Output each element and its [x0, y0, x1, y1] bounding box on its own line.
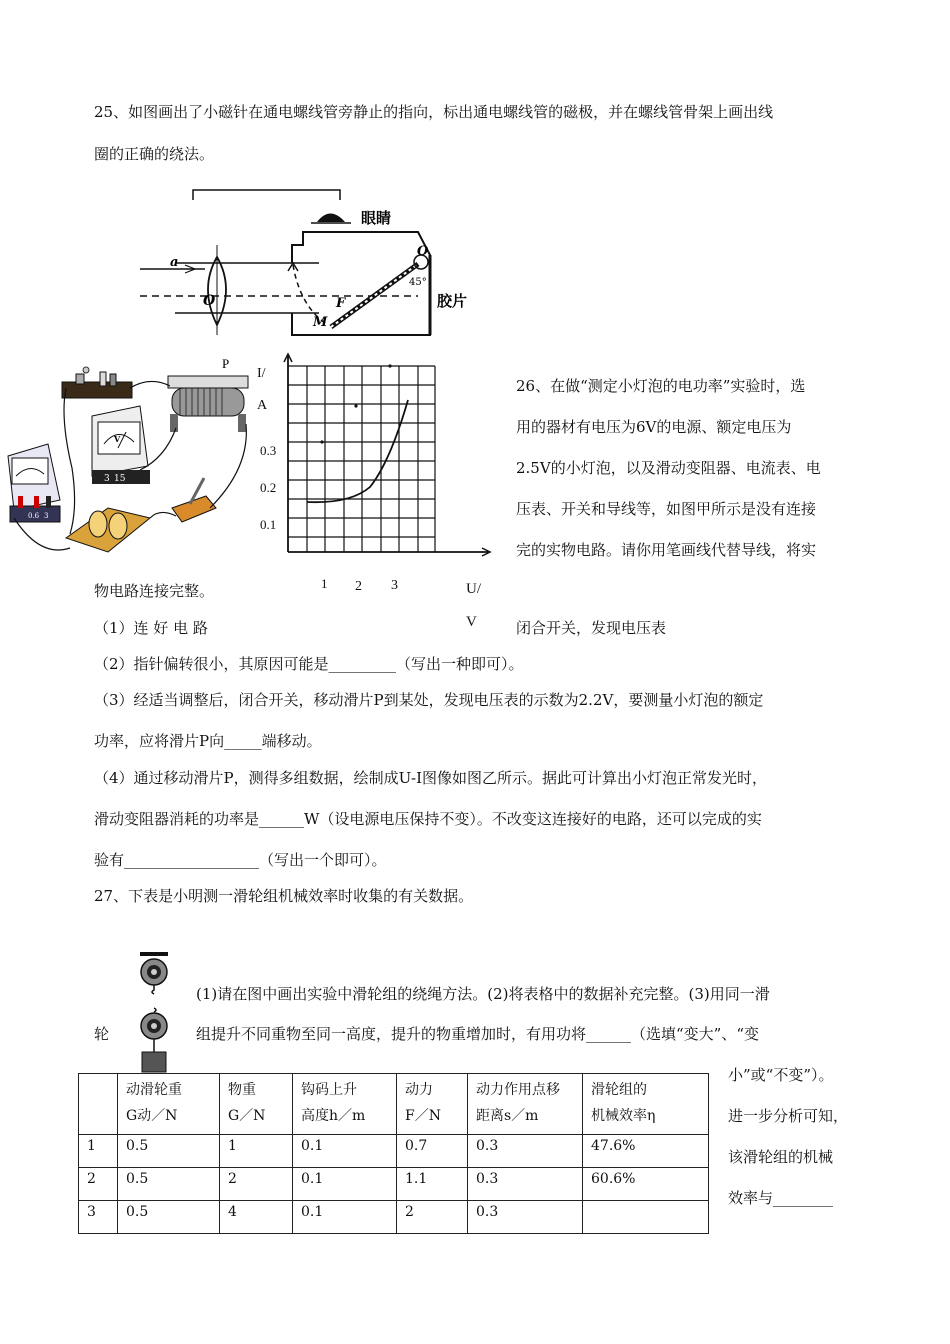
table-header-cell: 钩码上升 高度h／m [293, 1074, 397, 1135]
m-label: M [313, 315, 328, 330]
graph-x-unit-2: V [466, 614, 477, 630]
table-cell: 2 [220, 1168, 293, 1201]
q26-line: 用的器材有电压为6V的电源、额定电压为 [516, 418, 792, 436]
table-cell: 2 [79, 1168, 118, 1201]
q27-line2-left: 轮 [94, 1025, 110, 1043]
svg-text:V: V [114, 434, 121, 444]
table-cell: 0.5 [118, 1201, 220, 1234]
ui-curve [307, 400, 408, 502]
pulley-data-table [78, 1073, 709, 1234]
q27-side: 效率与________ [728, 1189, 834, 1207]
graph-y-tick: 0.1 [260, 517, 277, 532]
table-cell: 47.6% [583, 1135, 709, 1168]
table-header-cell: 物重 G／N [220, 1074, 293, 1135]
table-cell [583, 1201, 709, 1234]
camera-optics-figure [135, 185, 475, 350]
table-row [79, 1135, 709, 1168]
q26-p2: （2）指针偏转很小，其原因可能是_________（写出一种即可）。 [94, 655, 524, 673]
amm-label-06: 0.6 [28, 512, 40, 520]
graph-x-unit-1: U/ [466, 581, 481, 597]
volt-label-15: 15 [114, 474, 126, 484]
a-label: a [170, 255, 179, 270]
table-cell: 0.3 [468, 1168, 583, 1201]
q26-p4a: （4）通过移动滑片P，测得多组数据，绘制成U-I图像如图乙所示。据此可计算出小灯泡正常发光时， [94, 769, 768, 787]
q27-line2: 组提升不同重物至同一高度，提升的物重增加时，有用功将______（选填“变大”、“变 [196, 1025, 760, 1043]
table-cell: 0.3 [468, 1201, 583, 1234]
q26-p3a: （3）经适当调整后，闭合开关，移动滑片P到某处，发现电压表的示数为2.2V，要测量小灯泡的额定 [94, 691, 764, 709]
o-label: O [203, 293, 216, 309]
table-header-cell: 动力作用点移 距离s／m [468, 1074, 583, 1135]
q26-line-full: 物电路连接完整。 [94, 582, 215, 600]
q27-side: 该滑轮组的机械 [728, 1148, 834, 1166]
q26-line: 2.5V的小灯泡，以及滑动变阻器、电流表、电 [516, 459, 821, 477]
graph-x-tick: 2 [355, 579, 362, 594]
table-header-cell [79, 1074, 118, 1135]
table-cell: 60.6% [583, 1168, 709, 1201]
q26-line: 26、在做“测定小灯泡的电功率”实验时，选 [516, 377, 806, 395]
volt-label-3: 3 [104, 474, 110, 484]
table-cell: 0.3 [468, 1135, 583, 1168]
q26-p1-left: （1）连 好 电 路 [94, 619, 208, 637]
q26-p4b: 滑动变阻器消耗的功率是______W（设电源电压保持不变）。不改变这连接好的电路，还可以完成的实 [94, 810, 762, 828]
q27-side: 进一步分析可知， [728, 1107, 849, 1125]
table-cell: 4 [220, 1201, 293, 1234]
ui-graph [280, 352, 495, 560]
table-cell: 1.1 [397, 1168, 468, 1201]
angle-label: 45° [409, 277, 427, 288]
q26-p1-right: 闭合开关，发现电压表 [516, 619, 667, 637]
q27-side: 小”或“不变”）。 [728, 1066, 834, 1084]
table-cell: 0.1 [293, 1168, 397, 1201]
table-header-cell: 动滑轮重 G动／N [118, 1074, 220, 1135]
table-header-cell: 动力 F／N [397, 1074, 468, 1135]
table-cell: 0.7 [397, 1135, 468, 1168]
table-row [79, 1201, 709, 1234]
q25-line2: 圈的正确的绕法。 [94, 145, 215, 163]
graph-x-tick: 3 [391, 578, 398, 593]
q27-line1: (1)请在图中画出实验中滑轮组的绕绳方法。(2)将表格中的数据补充完整。(3)用同一滑 [196, 985, 770, 1003]
q26-p4c: 验有__________________（写出一个即可）。 [94, 851, 387, 869]
q26-line: 压表、开关和导线等，如图甲所示是没有连接 [516, 500, 817, 518]
table-cell: 0.5 [118, 1135, 220, 1168]
film-label: 胶片 [437, 292, 468, 310]
graph-x-tick: 1 [321, 576, 328, 591]
graph-y-unit-2: A [257, 398, 268, 413]
table-cell: 3 [79, 1201, 118, 1234]
q27-intro: 27、下表是小明测一滑轮组机械效率时收集的有关数据。 [94, 887, 474, 905]
q26-line: 完的实物电路。请你用笔画线代替导线，将实 [516, 541, 817, 559]
p-label: P [222, 356, 230, 371]
q26-p3b: 功率，应将滑片P向_____端移动。 [94, 732, 322, 750]
pulley-system-figure [132, 952, 176, 1074]
q25-line1: 25、如图画出了小磁针在通电螺线管旁静止的指向，标出通电螺线管的磁极，并在螺线管骨架上画出线 [94, 103, 774, 121]
o2-label: O [417, 244, 429, 259]
table-cell: 2 [397, 1201, 468, 1234]
table-cell: 0.1 [293, 1201, 397, 1234]
table-header-cell: 滑轮组的 机械效率η [583, 1074, 709, 1135]
table-row [79, 1168, 709, 1201]
f-label: F [336, 296, 346, 311]
graph-y-unit-1: I/ [257, 366, 266, 381]
graph-y-tick: 0.2 [260, 480, 277, 495]
table-cell: 1 [220, 1135, 293, 1168]
amm-label-3: 3 [44, 512, 49, 520]
table-cell: 1 [79, 1135, 118, 1168]
graph-y-tick: 0.3 [260, 443, 277, 458]
eye-icon [311, 214, 351, 224]
circuit-figure [0, 358, 260, 570]
eye-label: 眼睛 [361, 209, 392, 227]
table-cell: 0.1 [293, 1135, 397, 1168]
table-cell: 0.5 [118, 1168, 220, 1201]
table-header-row [79, 1074, 709, 1135]
